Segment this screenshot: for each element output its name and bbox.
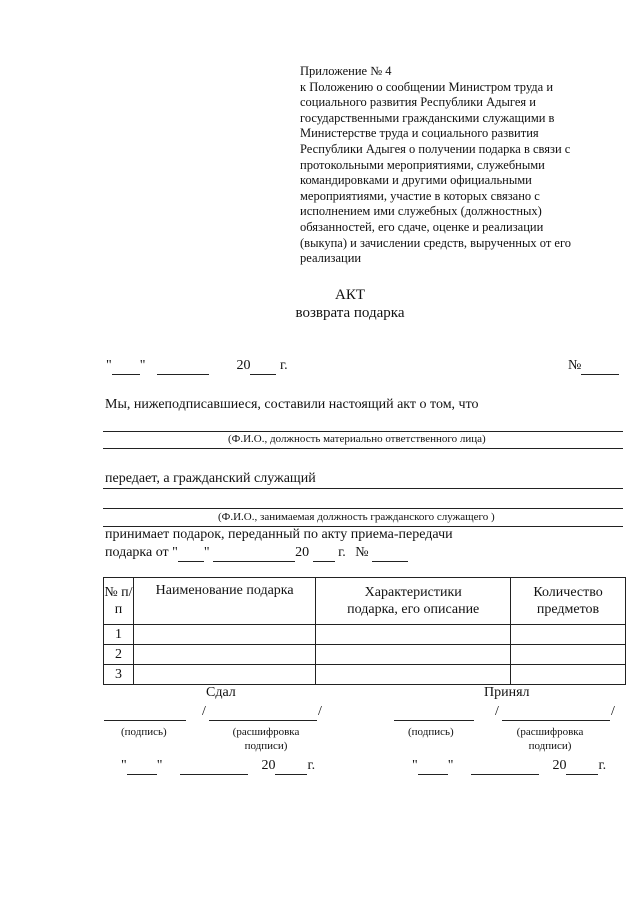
- header-quantity: Количество предметов: [511, 578, 626, 625]
- table-header-row: [104, 578, 626, 625]
- transfers-text: передает, а гражданский служащий: [105, 471, 316, 486]
- left-slash-2: /: [318, 704, 322, 719]
- gift-quote: ": [203, 545, 210, 560]
- received-title: Принял: [484, 685, 530, 700]
- gift-year-prefix: 20: [295, 545, 310, 560]
- year-field[interactable]: [250, 358, 276, 375]
- gift-day-field[interactable]: [178, 545, 204, 562]
- left-date-line: [121, 758, 315, 775]
- left-decode-caption-2: подписи): [244, 740, 288, 752]
- right-date-line: [412, 758, 606, 775]
- table-row: [104, 665, 626, 685]
- month-field[interactable]: [157, 358, 209, 375]
- right-signature-caption: (подпись): [408, 726, 454, 738]
- number-sign: №: [568, 358, 582, 373]
- appendix-line: Республики Адыгея о получении подарка в связи с: [300, 141, 571, 156]
- gift-name-cell[interactable]: [133, 665, 315, 685]
- appendix-line: Приложение № 4: [300, 64, 392, 78]
- appendix-line: исполнением ими служебных (должностных): [300, 204, 542, 219]
- header-gift-name: Наименование подарка: [133, 578, 315, 625]
- row-number: 1: [104, 625, 134, 645]
- appendix-line: мероприятиями, участие в которых связано с: [300, 188, 540, 203]
- left-signature-caption: (подпись): [121, 726, 167, 738]
- table-row: [104, 645, 626, 665]
- handed-over-title: Сдал: [206, 685, 236, 700]
- intro-text: Мы, нижеподписавшиеся, составили настоящий акт о том, что: [105, 397, 479, 412]
- gift-month-field[interactable]: [213, 545, 295, 562]
- right-slash-1: /: [495, 704, 499, 719]
- gift-from-label: подарка от ": [105, 545, 178, 560]
- quote-close: ": [156, 758, 163, 773]
- civil-servant-field[interactable]: [103, 508, 623, 509]
- appendix-line: командировками и другими официальными: [300, 173, 532, 188]
- row-number: 2: [104, 645, 134, 665]
- left-month-field[interactable]: [180, 758, 248, 775]
- table-row: [104, 625, 626, 645]
- right-year-field[interactable]: [566, 758, 598, 775]
- header-description: Характеристики подарка, его описание: [316, 578, 511, 625]
- quote-open: ": [121, 758, 127, 773]
- header-number: № п/п: [104, 578, 134, 625]
- appendix-line: (выкупа) и зачислении средств, вырученных от его: [300, 235, 572, 250]
- gifts-table: [103, 577, 626, 685]
- year-prefix: 20: [236, 358, 251, 373]
- act-number: [568, 358, 619, 375]
- responsible-person-field[interactable]: [103, 431, 623, 432]
- left-signature-field[interactable]: [104, 720, 186, 721]
- appendix-line: государственными гражданскими служащими в: [300, 110, 555, 125]
- accepts-text: принимает подарок, переданный по акту приема-передачи: [105, 527, 453, 542]
- right-signature-field[interactable]: [394, 720, 474, 721]
- gift-name-cell[interactable]: [133, 645, 315, 665]
- right-decode-field[interactable]: [502, 720, 610, 721]
- right-day-field[interactable]: [418, 758, 448, 775]
- gift-year-suffix: г.: [338, 545, 346, 560]
- left-decode-caption: (расшифровка: [232, 726, 300, 738]
- quote-open: ": [412, 758, 418, 773]
- left-slash-1: /: [202, 704, 206, 719]
- year-suffix: г.: [279, 358, 288, 373]
- act-subtitle: возврата подарка: [295, 305, 405, 321]
- gift-name-cell[interactable]: [133, 625, 315, 645]
- act-title: АКТ: [335, 287, 365, 303]
- right-year-prefix: 20: [552, 758, 567, 773]
- appendix-line: к Положению о сообщении Министром труда и: [300, 79, 554, 94]
- right-decode-caption: (расшифровка: [516, 726, 584, 738]
- date-line: [106, 358, 288, 375]
- appendix-line: протокольными мероприятиями, служебными: [300, 157, 545, 172]
- appendix-line: обязанностей, его сдаче, оценке и реализации: [300, 219, 544, 234]
- left-year-prefix: 20: [261, 758, 276, 773]
- caption-civil-servant: (Ф.И.О., занимаемая должность гражданского служащего ): [218, 511, 495, 523]
- caption-responsible: (Ф.И.О., должность материально ответственного лица): [228, 433, 486, 445]
- left-decode-field[interactable]: [209, 720, 317, 721]
- appendix-line: Министерстве труда и социального развития: [300, 126, 539, 141]
- gift-act-line: [105, 545, 408, 562]
- row-number: 3: [104, 665, 134, 685]
- divider: [103, 488, 623, 489]
- gift-number-sign: №: [355, 545, 369, 560]
- gift-description-cell[interactable]: [316, 625, 511, 645]
- number-field[interactable]: [581, 358, 619, 375]
- appendix-line: реализации: [300, 251, 362, 266]
- gift-quantity-cell[interactable]: [511, 665, 626, 685]
- appendix-line: социального развития Республики Адыгея и: [300, 95, 536, 110]
- gift-description-cell[interactable]: [316, 645, 511, 665]
- right-slash-2: /: [611, 704, 615, 719]
- gift-year-field[interactable]: [313, 545, 335, 562]
- left-day-field[interactable]: [127, 758, 157, 775]
- right-decode-caption-2: подписи): [528, 740, 572, 752]
- gift-quantity-cell[interactable]: [511, 645, 626, 665]
- appendix-note: [300, 64, 600, 267]
- divider: [103, 448, 623, 449]
- right-month-field[interactable]: [471, 758, 539, 775]
- quote-close: ": [139, 358, 146, 373]
- quote-close: ": [447, 758, 454, 773]
- quote-open: ": [106, 358, 112, 373]
- gift-number-field[interactable]: [372, 545, 408, 562]
- left-year-field[interactable]: [275, 758, 307, 775]
- day-field[interactable]: [112, 358, 140, 375]
- left-year-suffix: г.: [307, 758, 316, 773]
- gift-quantity-cell[interactable]: [511, 625, 626, 645]
- gift-description-cell[interactable]: [316, 665, 511, 685]
- right-year-suffix: г.: [598, 758, 607, 773]
